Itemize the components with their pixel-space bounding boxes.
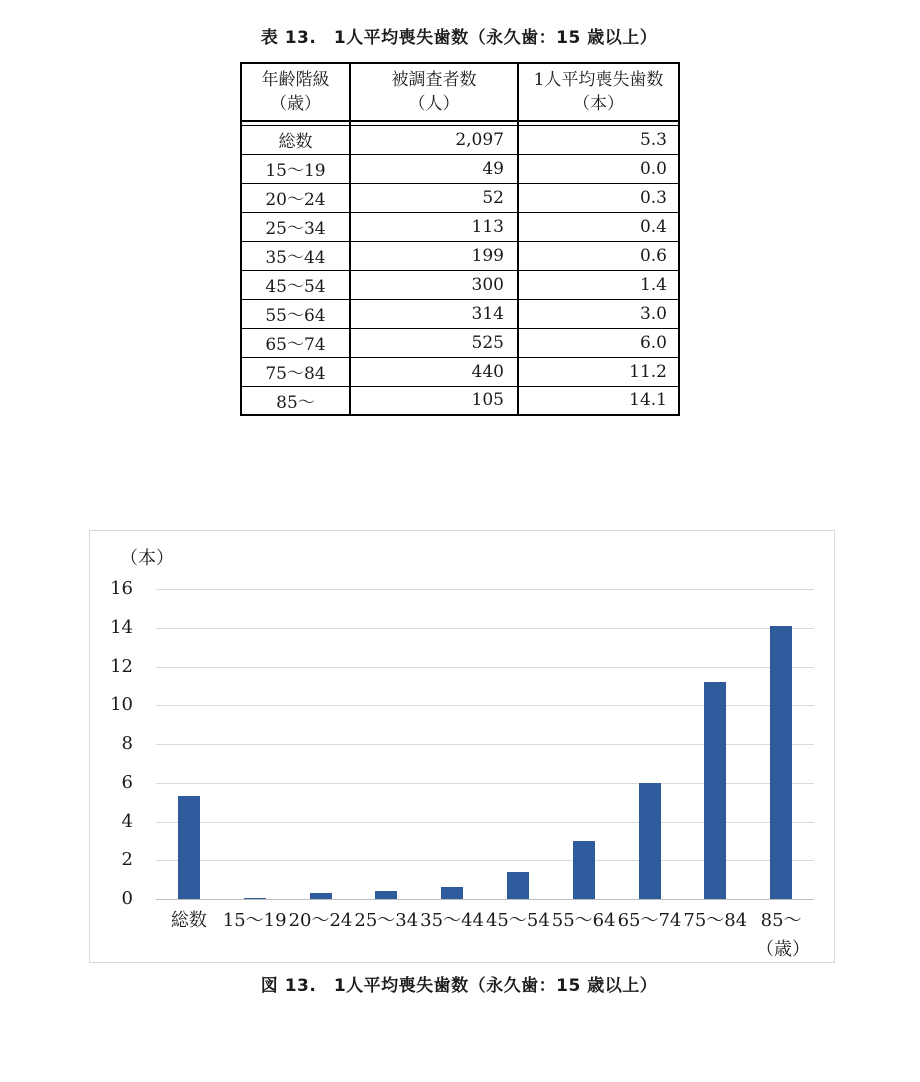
cell-avg: 0.4	[518, 212, 679, 241]
cell-avg: 1.4	[518, 270, 679, 299]
column-header-subjects-line1: 被調査者数	[391, 70, 477, 90]
bar	[375, 891, 397, 899]
cell-n: 440	[350, 357, 518, 386]
y-tick-label: 8	[121, 733, 133, 754]
cell-n: 113	[350, 212, 518, 241]
cell-avg: 5.3	[518, 125, 679, 154]
cell-avg: 0.0	[518, 154, 679, 183]
y-tick-label: 12	[110, 655, 133, 677]
cell-n: 314	[350, 299, 518, 328]
cell-n: 52	[350, 183, 518, 212]
cell-age: 総数	[241, 125, 350, 154]
table-header-row	[241, 63, 679, 121]
column-header-average-lost-teeth	[518, 63, 679, 121]
bar	[507, 872, 529, 899]
gridline	[156, 589, 814, 590]
table-row	[241, 154, 679, 183]
figure-caption: 図 13. 1人平均喪失歯数（永久歯：15 歳以上）	[260, 976, 658, 996]
cell-n: 2,097	[350, 125, 518, 154]
bar	[178, 796, 200, 899]
x-axis-line	[156, 899, 814, 900]
cell-n: 199	[350, 241, 518, 270]
x-tick-label: 85～	[760, 910, 802, 931]
table-row	[241, 357, 679, 386]
bar	[704, 682, 726, 899]
bar	[573, 841, 595, 899]
gridline	[156, 667, 814, 668]
x-axis-unit-label: （歳）	[756, 939, 810, 960]
cell-age: 20～24	[241, 183, 350, 212]
cell-n: 105	[350, 386, 518, 415]
y-tick-label: 4	[121, 810, 133, 832]
y-tick-label: 14	[110, 616, 133, 638]
cell-age: 15～19	[241, 154, 350, 183]
cell-age: 35～44	[241, 241, 350, 270]
cell-age: 75～84	[241, 357, 350, 386]
cell-age: 45～54	[241, 270, 350, 299]
x-tick-label: 35～44	[420, 910, 484, 931]
column-header-age-group	[241, 63, 350, 121]
cell-age: 25～34	[241, 212, 350, 241]
table-row	[241, 328, 679, 357]
y-tick-label: 16	[110, 578, 133, 599]
column-header-subjects-line2: （人）	[408, 94, 460, 114]
bar	[639, 783, 661, 899]
x-tick-label: 45～54	[485, 910, 550, 931]
table-row	[241, 270, 679, 299]
table-title: 表 13. 1人平均喪失歯数（永久歯：15 歳以上）	[260, 28, 658, 48]
y-tick-label: 0	[121, 888, 133, 909]
lost-teeth-table	[240, 62, 680, 416]
cell-avg: 3.0	[518, 299, 679, 328]
column-header-subjects	[350, 63, 518, 121]
y-axis-unit-label: （本）	[120, 548, 174, 569]
x-tick-label: 総数	[170, 910, 207, 931]
cell-age: 55～64	[241, 299, 350, 328]
cell-avg: 0.3	[518, 183, 679, 212]
bar	[770, 626, 792, 899]
column-header-average-line2: （本）	[573, 94, 624, 114]
cell-age: 85～	[241, 386, 350, 415]
x-tick-label: 75～84	[683, 910, 748, 931]
gridline	[156, 628, 814, 629]
cell-avg: 14.1	[518, 386, 679, 415]
table-row	[241, 241, 679, 270]
column-header-age-line2: （歳）	[270, 94, 321, 114]
cell-avg: 6.0	[518, 328, 679, 357]
y-tick-label: 2	[121, 849, 133, 871]
bar	[441, 887, 463, 899]
x-tick-label: 55～64	[551, 910, 616, 931]
cell-n: 525	[350, 328, 518, 357]
y-tick-label: 6	[121, 771, 133, 793]
x-tick-label: 65～74	[617, 910, 682, 931]
table-row	[241, 183, 679, 212]
column-header-age-line1: 年齢階級	[261, 70, 330, 90]
table-row	[241, 212, 679, 241]
y-tick-label: 10	[110, 694, 133, 716]
cell-n: 300	[350, 270, 518, 299]
table-row	[241, 125, 679, 154]
cell-avg: 0.6	[518, 241, 679, 270]
table-row	[241, 386, 679, 415]
bar-chart	[89, 530, 835, 963]
cell-avg: 11.2	[518, 357, 679, 386]
x-tick-label: 15～19	[222, 910, 287, 931]
cell-age: 65～74	[241, 328, 350, 357]
cell-n: 49	[350, 154, 518, 183]
x-tick-label: 25～34	[354, 910, 419, 931]
table-row	[241, 299, 679, 328]
x-tick-label: 20～24	[288, 910, 353, 931]
column-header-average-line1: 1人平均喪失歯数	[533, 70, 664, 90]
